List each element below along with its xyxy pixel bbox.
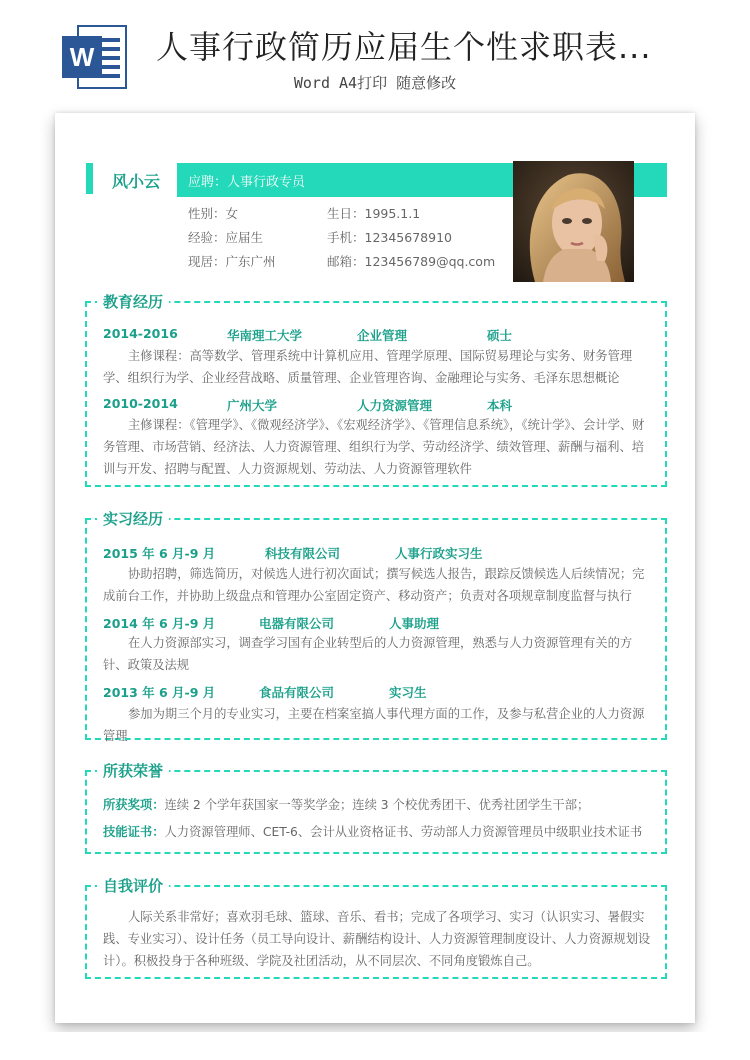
awards-text: 连续 2 个学年获国家一等奖学金；连续 3 个校优秀团干、优秀社团学生干部； (164, 798, 590, 812)
honors-title: 所获荣誉 (97, 760, 169, 781)
intern-company: 食品有限公司 (259, 685, 335, 700)
name-accent-bar (86, 163, 93, 194)
intern-description: 协助招聘，筛选简历，对候选人进行初次面试；撰写候选人报告，跟踪反馈候选人后续情况；完成前台工作，并协助上级盘点和管理办公室固定资产、移动资产；负责对各项规章制度监督与执行 (103, 567, 645, 603)
candidate-name: 风小云 (112, 172, 161, 191)
edu-school: 华南理工大学 (227, 328, 303, 343)
svg-text:W: W (69, 42, 95, 72)
info-location: 现居：广东广州 (188, 254, 276, 269)
intern-role: 人事助理 (389, 616, 440, 631)
awards-row (103, 795, 589, 813)
education-title: 教育经历 (97, 291, 169, 312)
page-footer-space (0, 1032, 750, 1060)
intern-date: 2013 年 6 月-9 月 (103, 685, 216, 700)
edu-degree: 本科 (487, 398, 513, 413)
edu-description: 主修课程：高等数学、管理系统中计算机应用、管理学原理、国际贸易理论与实务、财务管理学、组织行为学、企业经营战略、质量管理、企业管理咨询、金融理论与实务、毛泽东思想概论 (103, 349, 633, 385)
edu-major: 人力资源管理 (357, 398, 433, 413)
awards-label: 所获奖项： (103, 798, 165, 812)
info-birthday: 生日：1995.1.1 (327, 206, 421, 221)
document-title: 人事行政简历应届生个性求职表... (156, 28, 652, 66)
profile-photo (513, 161, 634, 282)
internship-title: 实习经历 (97, 508, 169, 529)
edu-school: 广州大学 (227, 398, 278, 413)
intern-description: 在人力资源部实习，调查学习国有企业转型后的人力资源管理，熟悉与人力资源管理有关的方针、政策及法规 (103, 636, 633, 672)
certificates-label: 技能证书： (103, 825, 165, 839)
intern-company: 科技有限公司 (265, 546, 341, 561)
resume-page (55, 113, 695, 1023)
info-experience: 经验：应届生 (188, 230, 264, 245)
certificates-text: 人力资源管理师、CET-6、会计从业资格证书、劳动部人力资源管理员中级职业技术证书 (164, 825, 643, 839)
intern-description: 参加为期三个月的专业实习，主要在档案室搞人事代理方面的工作，及参与私营企业的人力资源管理 (103, 707, 645, 743)
edu-date: 2014-2016 (103, 326, 178, 341)
edu-date: 2010-2014 (103, 396, 178, 411)
edu-major: 企业管理 (357, 328, 408, 343)
document-subtitle: Word A4打印 随意修改 (293, 74, 457, 92)
intern-company: 电器有限公司 (259, 616, 335, 631)
info-phone: 手机：12345678910 (327, 230, 452, 245)
intern-role: 实习生 (389, 685, 427, 700)
edu-description: 主修课程：《管理学》、《微观经济学》、《宏观经济学》、《管理信息系统》，《统计学》、会计学、财务管理、市场营销、经济法、人力资源管理、组织行为学、劳动经济学、绩效管理、薪酬与福利、培训与开发、招聘与配置、人力资源规划、劳动法、人力资源管理软件 (103, 418, 645, 476)
intern-role: 人事行政实习生 (395, 546, 483, 561)
self-evaluation-title: 自我评价 (97, 875, 169, 896)
info-email: 邮箱：123456789@qq.com (327, 254, 496, 269)
apply-position: 应聘：人事行政专员 (188, 175, 306, 190)
intern-date: 2014 年 6 月-9 月 (103, 616, 216, 631)
edu-degree: 硕士 (487, 328, 513, 343)
certificates-row (103, 822, 642, 840)
intern-date: 2015 年 6 月-9 月 (103, 546, 216, 561)
self-evaluation-text: 人际关系非常好；喜欢羽毛球、篮球、音乐、看书；完成了各项学习、实习（认识实习、暑假实践、专业实习）、设计任务（员工导向设计、薪酬结构设计、人力资源管理制度设计、人力资源规划设计）。积极投身于各种班级、学院及社团活动，从不同层次、不同角度锻炼自己。 (103, 910, 651, 968)
info-gender: 性别：女 (188, 206, 239, 221)
